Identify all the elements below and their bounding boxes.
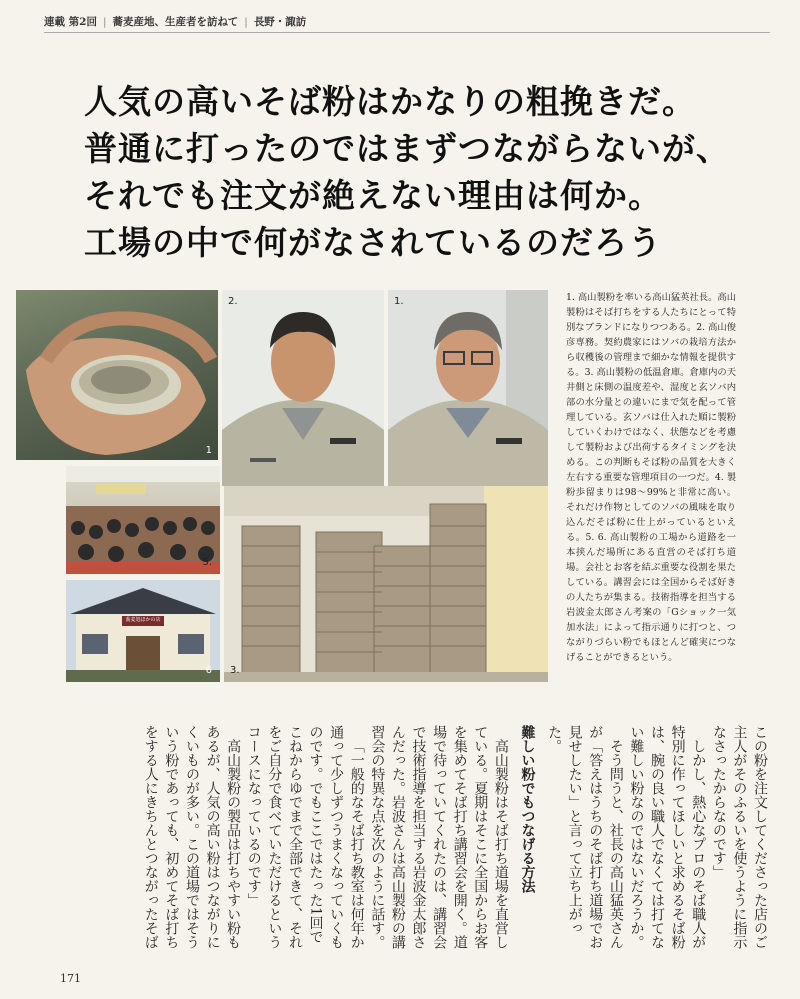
shop-sign: 蕎麦処ほかの店 — [125, 617, 161, 623]
header-separator: | — [102, 16, 107, 28]
series-title: 蕎麦産地、生産者を訪ねて — [112, 16, 239, 28]
photo-number: 5. — [202, 557, 212, 568]
headline-line: 人気の高いそば粉はかなりの粗挽きだ。 — [84, 82, 696, 121]
photo-number: 1. — [394, 296, 404, 307]
photo-president — [388, 290, 548, 486]
body-paragraph: そう問うと、社長の高山猛英さんが「答えはうちのそば打ち道場でお見せしたい」と言って立ち上がった。 — [546, 725, 624, 949]
photo-number: 2. — [228, 296, 238, 307]
body-paragraph: 高山製粉はそば打ち道場を直営している。夏期はそこに全国からお客を集めてそば打ち講習会を開く。道場で待っていてくれたのは、講習会で技術指導を担当する岩波金太郎さんだった。岩波さんは高山製粉の講習会の特異な点を次のように話す。 — [369, 725, 509, 949]
photo-senior-managing-director — [222, 290, 384, 486]
headline — [84, 78, 774, 266]
body-paragraph: この粉を注文してくださった店のご主人がそのふるいを使うように指示なさったからなのです」 — [710, 725, 768, 949]
page-number: 171 — [60, 972, 81, 985]
body-paragraph: 高山製粉の製品は打ちやすい粉もあるが、人気の高い粉はつながりにくいものが多い。この道場ではそういう粉であっても、初めてそば打ちをする人にきちんとつながったそば — [142, 725, 242, 949]
section-subheading: 難しい粉でもつなげる方法 — [519, 725, 536, 893]
photo-number: 3. — [230, 665, 240, 676]
headline-line: 工場の中で何がなされているのだろう — [84, 223, 662, 262]
photo-number: 1 — [205, 445, 212, 456]
photo-workshop-class — [66, 466, 220, 574]
headline-line: 普通に打ったのではまずつながらないが、 — [84, 129, 730, 168]
photo-caption: 1. 高山製粉を率いる高山猛英社長。高山製粉はそば打ちをする人たちにとって特別なブランドになりつつある。2. 高山俊彦専務。契約農家にはソバの栽培方法から収穫後の管理まで細かな情報を提供する。3. 高山製粉の低温倉庫。倉庫内の天井側と床側の温度差や、湿度と玄ソバ内部の水分量との違いにまで気を配って管理している。玄ソバは仕入れた順に製粉していくわけではなく、状態などを考慮して製粉および出荷するタイミングを決める。この判断もそば粉の品質を大きく左右する重要な管理項目の一つだ。4. 製粉歩留まりは98〜99%と非常に高い。それだけ作物としてのソバの風味を取り込んだそば粉に仕上がっているといえる。5. 6. 高山製粉の工場から道路を一本挟んだ場所にある直営のそば打ち道場。会社とお客を結ぶ重要な役割を果たしている。講習会には全国からそば好きの人たちが集まる。技術指導を担当する岩波金太郎さん考案の「Gショック一気加水法」によって指示通りに打つと、つながりづらい粉でもほとんど確実につなげることができるという。 — [566, 292, 736, 663]
headline-line: それでも注文が絶えない理由は何か。 — [84, 176, 662, 215]
header-separator: | — [244, 16, 248, 28]
series-label: 連載 第2回 — [44, 16, 97, 28]
body-paragraph: しかし、熱心なプロのそば職人が特別に作ってほしいと求めるそば粉は、腕の良い職人でなくては打てない難しい粉なのではないだろうか。 — [628, 725, 707, 949]
photo-soba-dojo-building — [66, 580, 220, 682]
location-label: 長野・諏訪 — [253, 16, 307, 28]
photo-hands-flour — [16, 290, 218, 460]
article-body — [88, 725, 770, 957]
photo-cold-storage — [224, 486, 548, 682]
running-header — [44, 12, 770, 33]
body-paragraph: 「一般的なそば打ち教室は何年か通って少しずつうまくなっていくものです。でもここではたった1回でこねからゆでまで全部できて、それをご自分で食べていただけるというコースになっているのです」 — [245, 725, 365, 949]
photo-number: 6 — [205, 665, 212, 676]
